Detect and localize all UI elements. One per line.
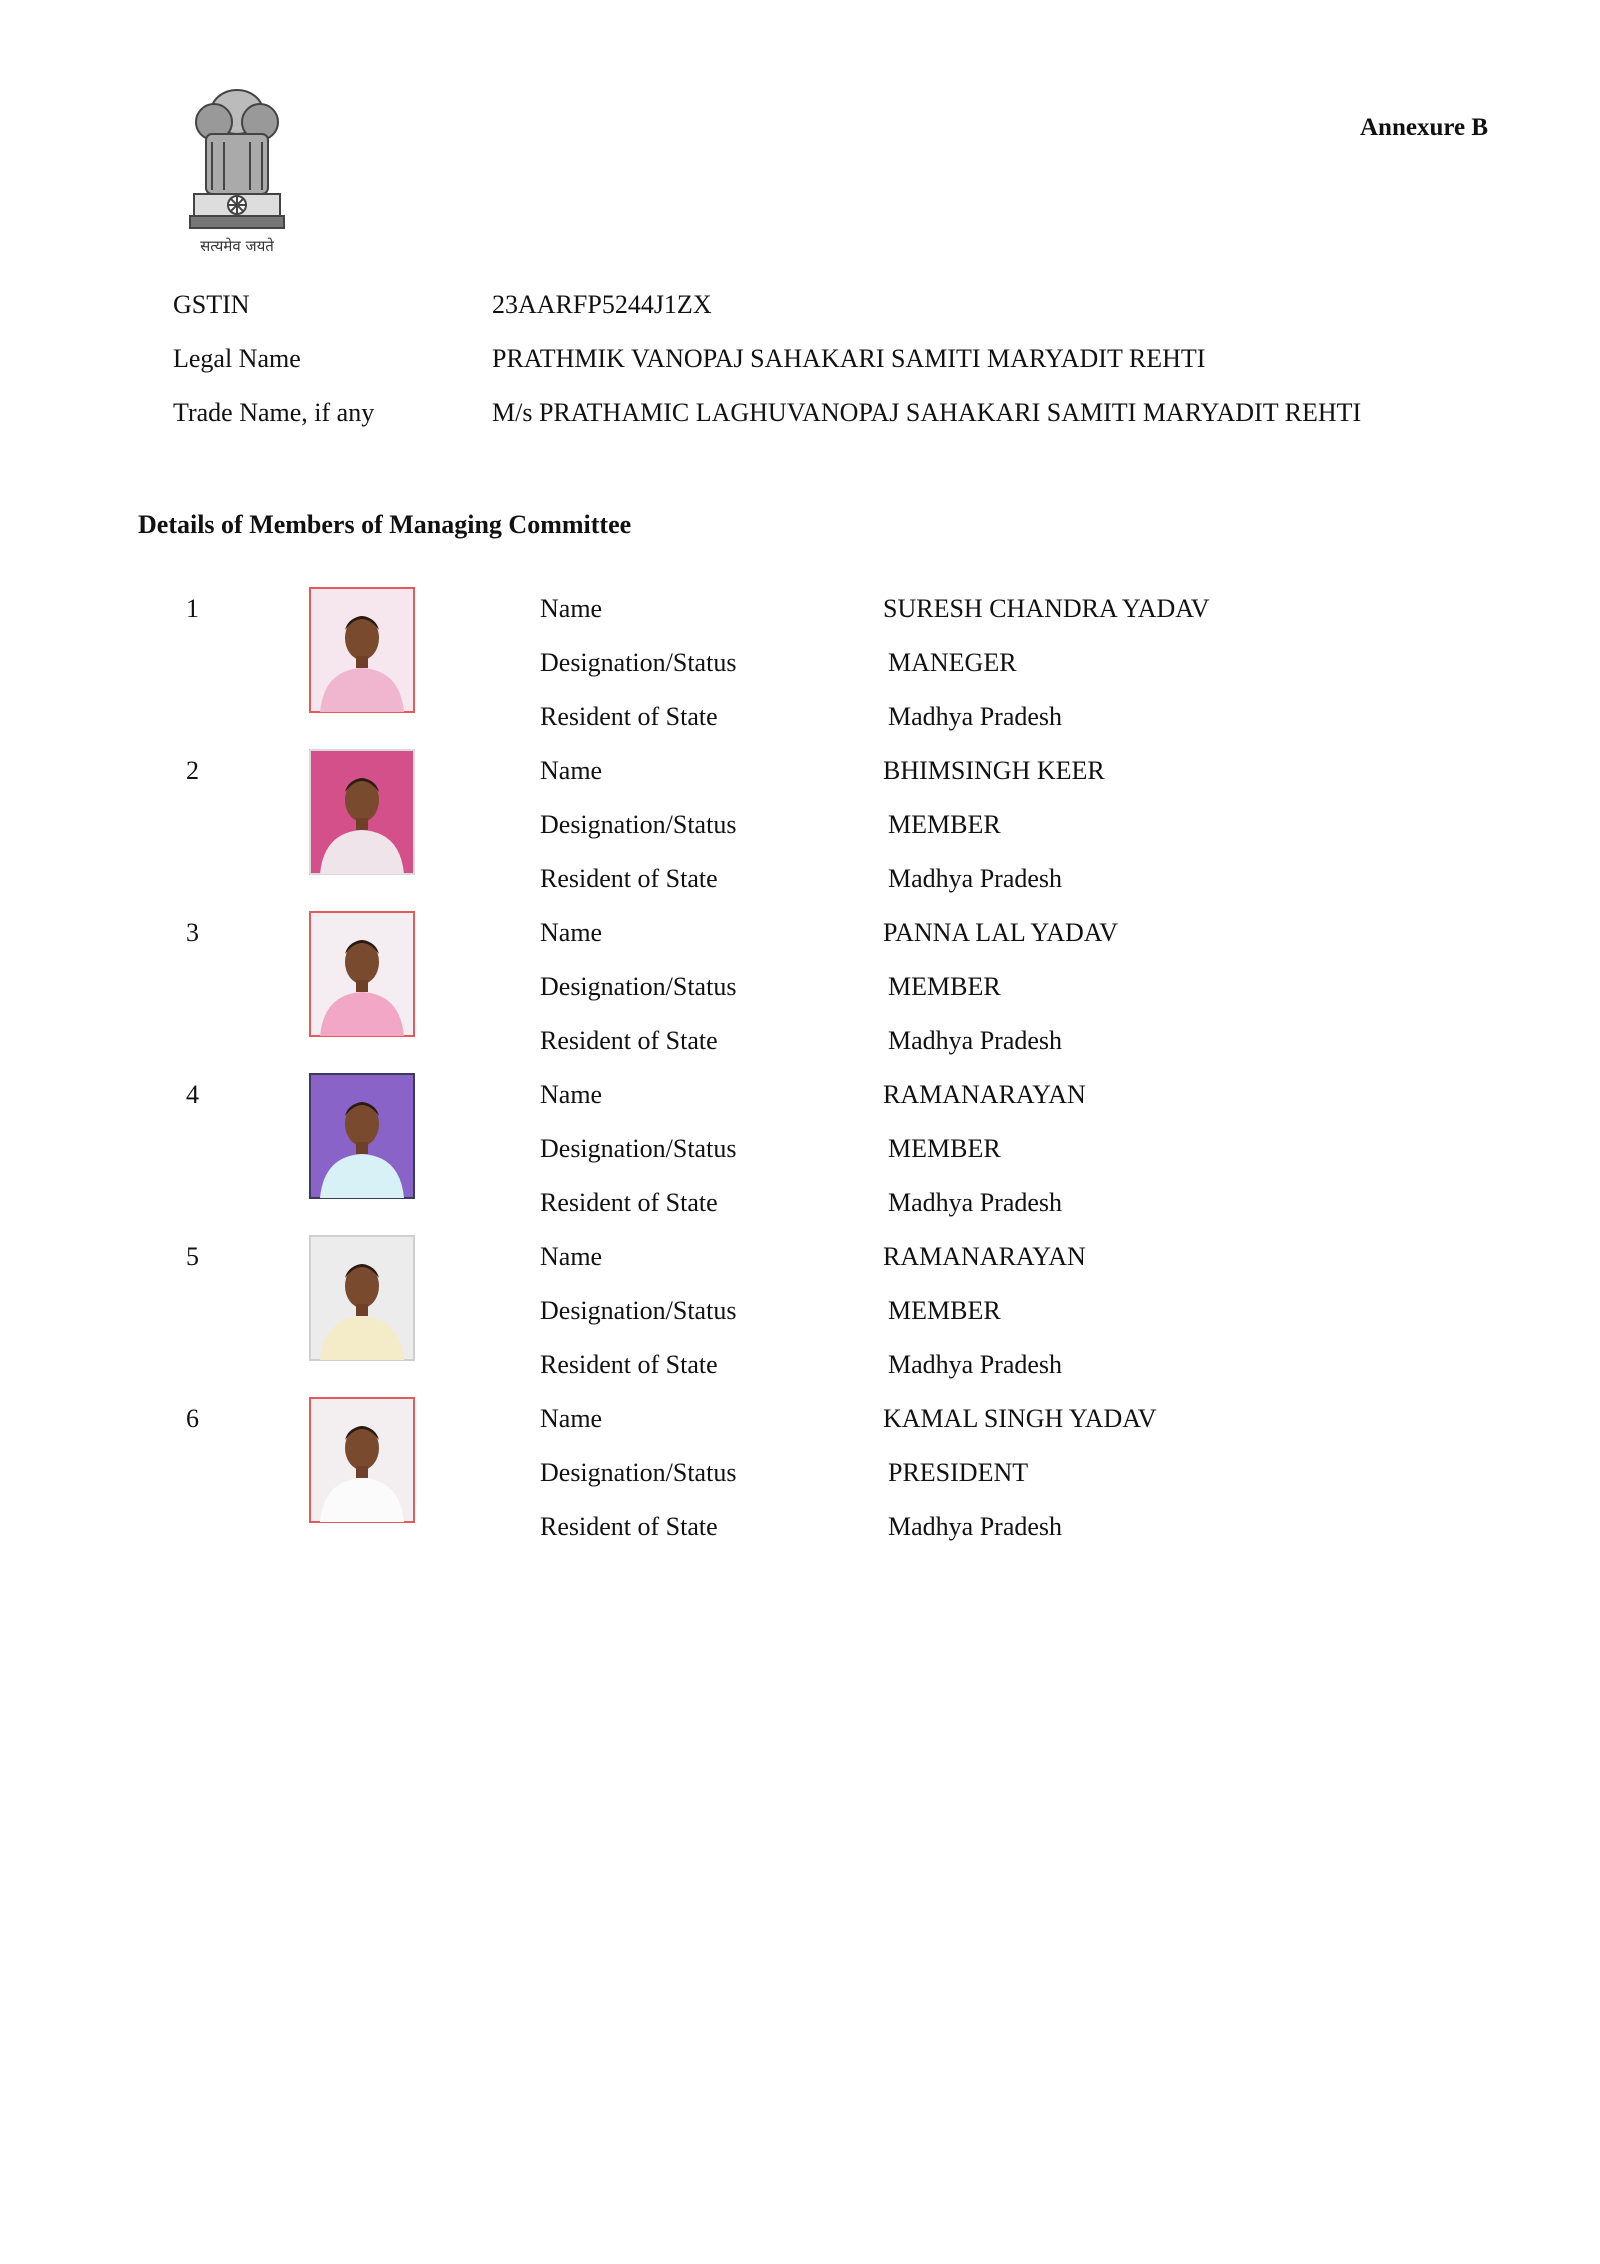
- legal-name-label: Legal Name: [173, 344, 301, 373]
- emblem-motto: सत्यमेव जयते: [200, 237, 274, 255]
- resident-label: Resident of State: [540, 1188, 718, 1217]
- member-name: KAMAL SINGH YADAV: [883, 1404, 1157, 1433]
- member-name: PANNA LAL YADAV: [883, 918, 1119, 947]
- member-photo: [306, 908, 418, 1040]
- gstin-value: 23AARFP5244J1ZX: [492, 290, 712, 319]
- member-number: 2: [186, 756, 199, 785]
- member-state: Madhya Pradesh: [888, 702, 1063, 731]
- national-emblem-icon: [184, 82, 290, 258]
- resident-label: Resident of State: [540, 702, 718, 731]
- designation-label: Designation/Status: [540, 972, 737, 1001]
- designation-label: Designation/Status: [540, 1458, 737, 1487]
- member-name: RAMANARAYAN: [883, 1080, 1086, 1109]
- member-number: 1: [186, 594, 199, 623]
- member-row-1: [0, 594, 1600, 756]
- resident-label: Resident of State: [540, 1350, 718, 1379]
- member-name: BHIMSINGH KEER: [883, 756, 1105, 785]
- designation-label: Designation/Status: [540, 1296, 737, 1325]
- trade-name-label: Trade Name, if any: [173, 398, 375, 427]
- name-label: Name: [540, 1242, 603, 1271]
- member-designation: MANEGER: [888, 648, 1017, 677]
- member-row-2: [0, 756, 1600, 918]
- annexure-label: Annexure B: [1360, 114, 1489, 141]
- member-row-5: [0, 1242, 1600, 1404]
- member-row-4: [0, 1080, 1600, 1242]
- member-state: Madhya Pradesh: [888, 1512, 1063, 1541]
- resident-label: Resident of State: [540, 1026, 718, 1055]
- member-name: SURESH CHANDRA YADAV: [883, 594, 1210, 623]
- gstin-label: GSTIN: [173, 290, 250, 319]
- name-label: Name: [540, 594, 603, 623]
- member-state: Madhya Pradesh: [888, 1350, 1063, 1379]
- member-designation: MEMBER: [888, 1134, 1001, 1163]
- name-label: Name: [540, 918, 603, 947]
- member-name: RAMANARAYAN: [883, 1242, 1086, 1271]
- designation-label: Designation/Status: [540, 810, 737, 839]
- legal-name-value: PRATHMIK VANOPAJ SAHAKARI SAMITI MARYADIT REHTI: [492, 344, 1206, 373]
- name-label: Name: [540, 1404, 603, 1433]
- member-state: Madhya Pradesh: [888, 1188, 1063, 1217]
- designation-label: Designation/Status: [540, 648, 737, 677]
- name-label: Name: [540, 1080, 603, 1109]
- member-photo: [306, 1070, 418, 1202]
- member-number: 6: [186, 1404, 199, 1433]
- member-designation: MEMBER: [888, 1296, 1001, 1325]
- member-photo: [306, 746, 418, 878]
- member-photo: [306, 1394, 418, 1526]
- member-row-3: [0, 918, 1600, 1080]
- member-number: 4: [186, 1080, 199, 1109]
- member-state: Madhya Pradesh: [888, 1026, 1063, 1055]
- member-designation: MEMBER: [888, 972, 1001, 1001]
- member-number: 5: [186, 1242, 199, 1271]
- designation-label: Designation/Status: [540, 1134, 737, 1163]
- member-row-6: [0, 1404, 1600, 1566]
- trade-name-value: M/s PRATHAMIC LAGHUVANOPAJ SAHAKARI SAMITI MARYADIT REHTI: [492, 398, 1362, 427]
- member-designation: PRESIDENT: [888, 1458, 1029, 1487]
- resident-label: Resident of State: [540, 864, 718, 893]
- member-number: 3: [186, 918, 199, 947]
- member-designation: MEMBER: [888, 810, 1001, 839]
- member-photo: [306, 584, 418, 716]
- member-photo: [306, 1232, 418, 1364]
- member-state: Madhya Pradesh: [888, 864, 1063, 893]
- resident-label: Resident of State: [540, 1512, 718, 1541]
- section-title: Details of Members of Managing Committee: [138, 510, 632, 539]
- name-label: Name: [540, 756, 603, 785]
